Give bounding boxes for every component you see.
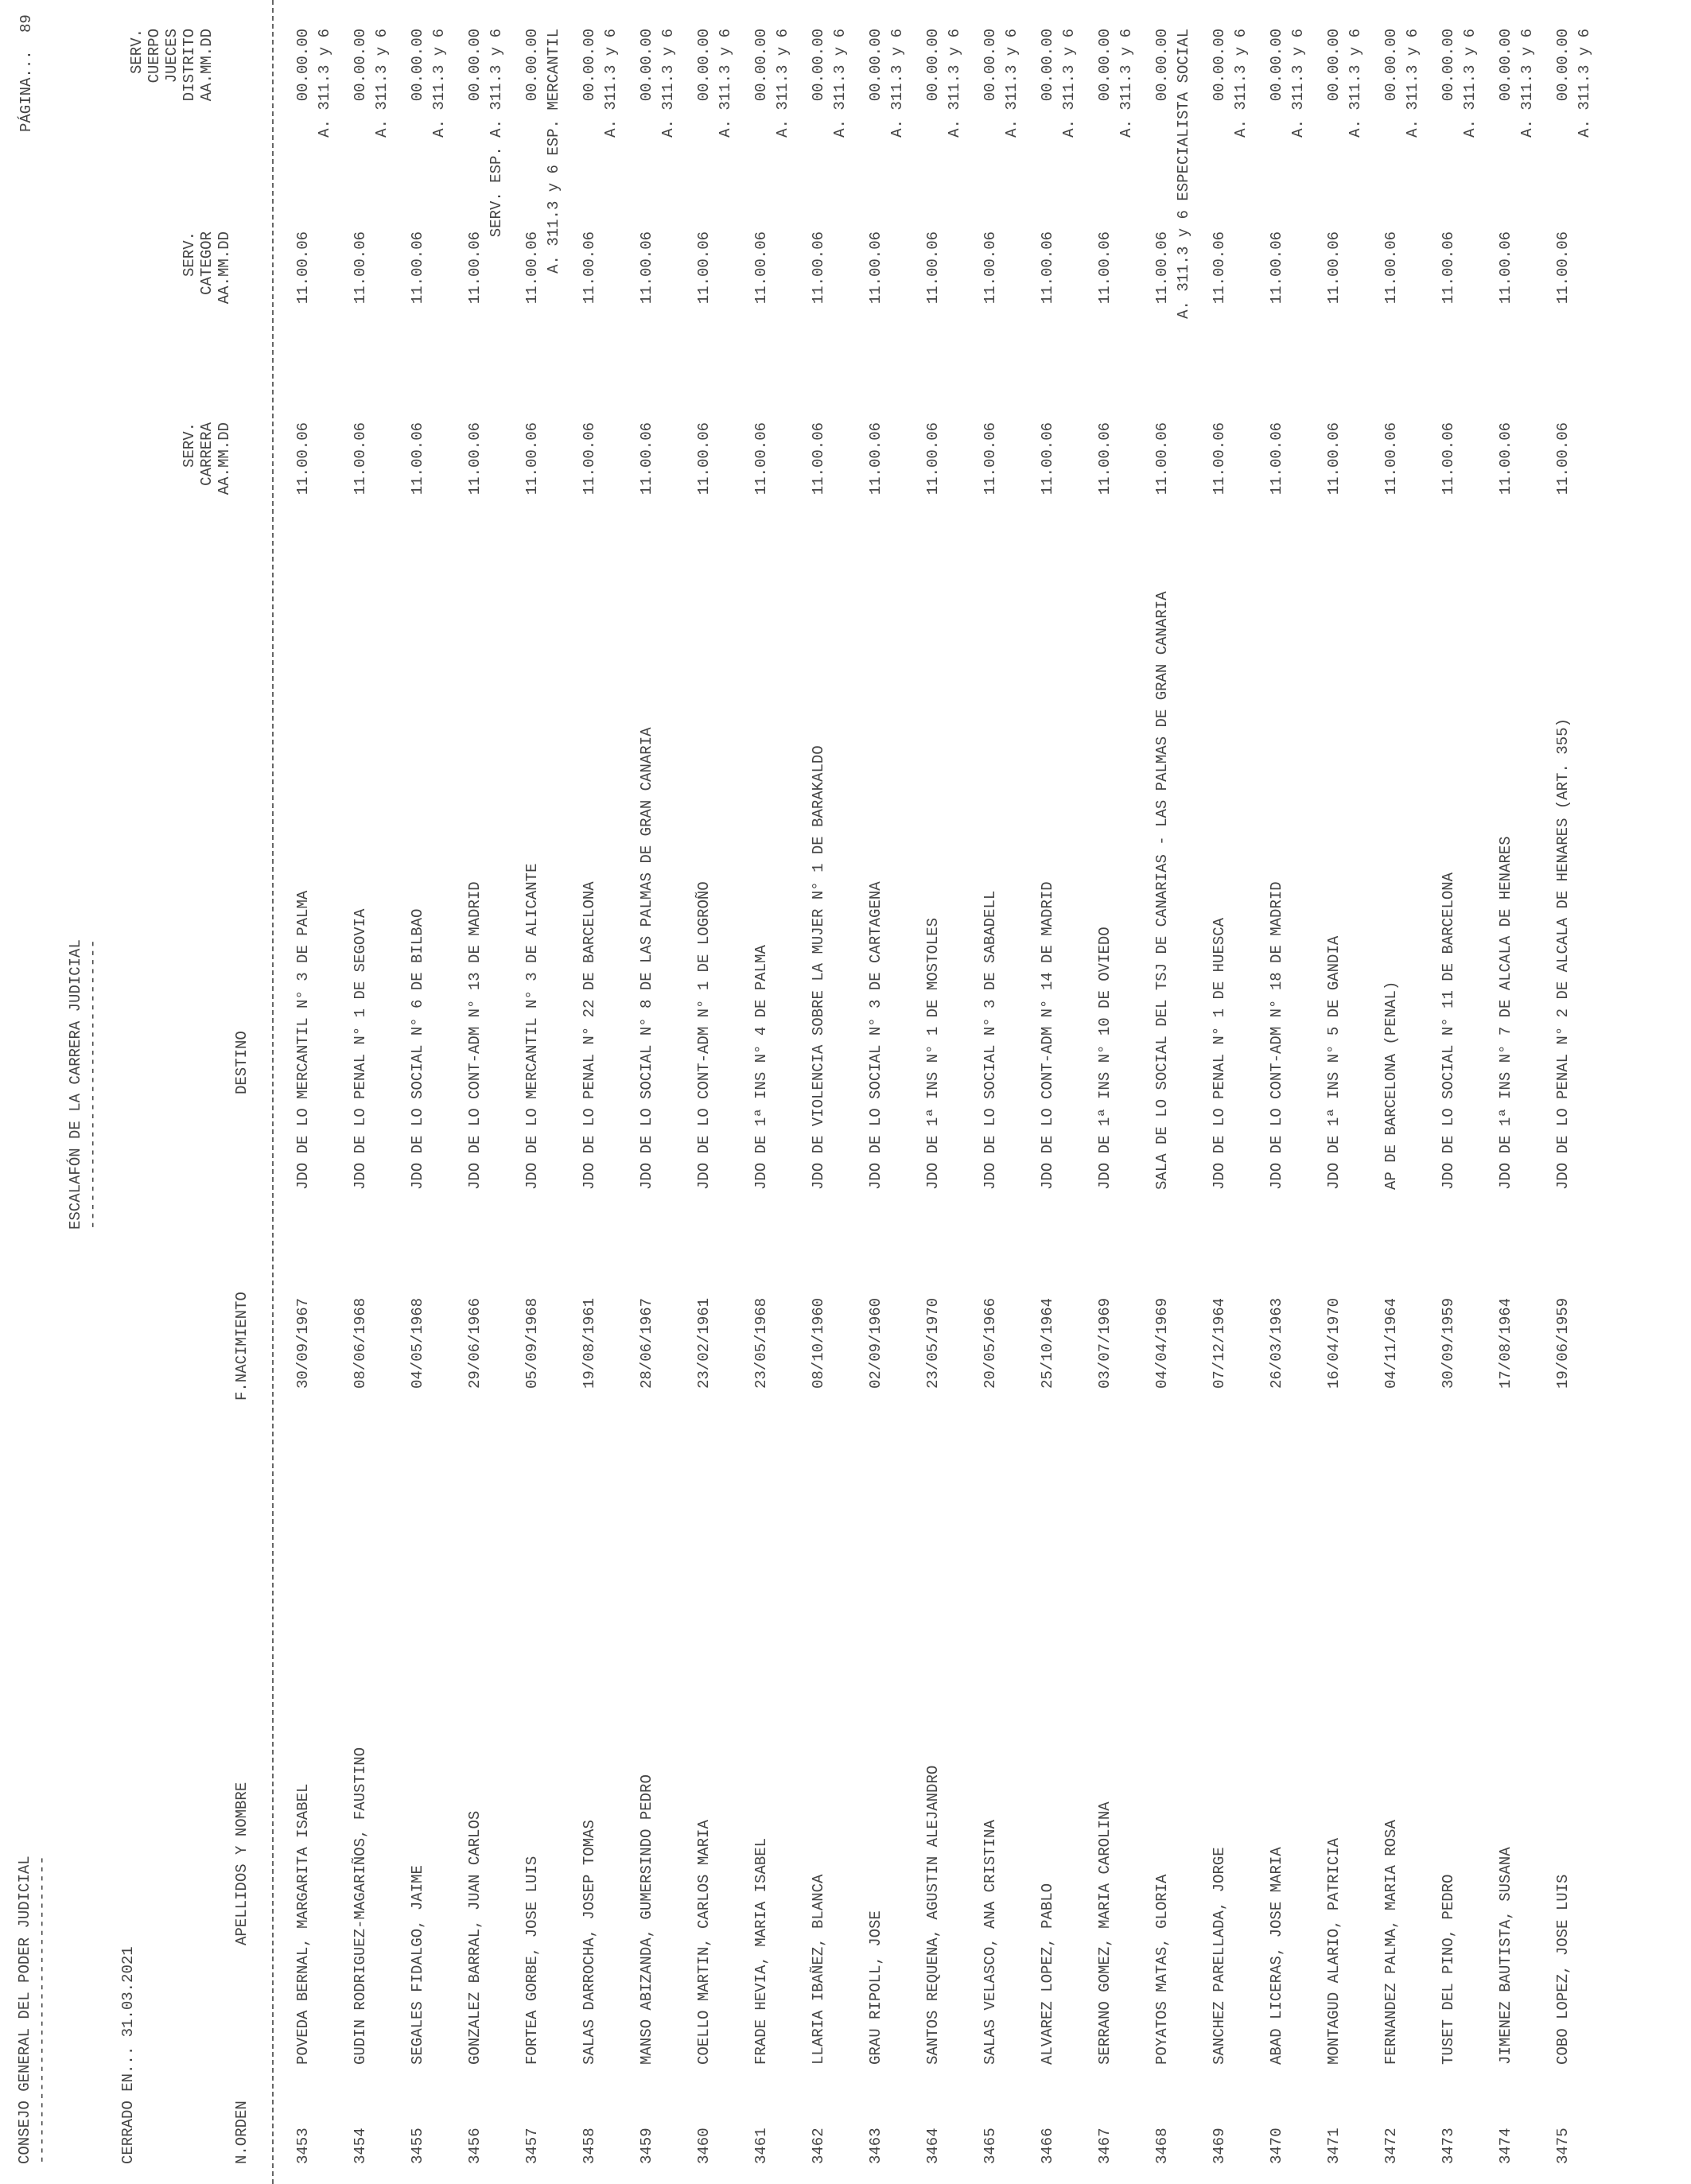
categor-cell: 11.00.06 — [638, 231, 655, 305]
name-cell: SANCHEZ PARELLADA, JORGE — [1211, 1847, 1228, 2065]
carrera-cell: 11.00.06 — [352, 422, 369, 495]
name-cell: TUSET DEL PINO, PEDRO — [1440, 1874, 1457, 2065]
birthdate-cell: 20/05/1966 — [982, 1297, 999, 1389]
name-cell: MONTAGUD ALARIO, PATRICIA — [1325, 1837, 1343, 2065]
distrito-cell: 00.00.00 — [1039, 29, 1056, 102]
birthdate-cell: 23/05/1968 — [752, 1297, 770, 1389]
note-cell: A. 311.3 y 6 ESP. MERCANTIL — [545, 29, 562, 274]
header-divider — [272, 0, 274, 2184]
carrera-cell: 11.00.06 — [1325, 422, 1343, 495]
carrera-cell: 11.00.06 — [1497, 422, 1514, 495]
categor-cell: 11.00.06 — [1211, 231, 1228, 305]
destination-cell: JDO DE 1ª INS N° 4 DE PALMA — [752, 945, 770, 1190]
carrera-cell: 11.00.06 — [1382, 422, 1400, 495]
note-cell: A. 311.3 y 6 — [1404, 29, 1421, 138]
table-row — [352, 0, 409, 2184]
col-categor-2: CATEGOR — [198, 231, 216, 295]
orden-cell: 3461 — [752, 2128, 770, 2164]
orden-cell: 3467 — [1096, 2128, 1114, 2164]
categor-cell: 11.00.06 — [409, 231, 426, 305]
distrito-cell: 00.00.00 — [867, 29, 884, 102]
table-row — [1211, 0, 1268, 2184]
birthdate-cell: 08/10/1960 — [810, 1297, 827, 1389]
name-cell: MANSO ABIZANDA, GUMERSINDO PEDRO — [638, 1774, 655, 2065]
orden-cell: 3459 — [638, 2128, 655, 2164]
birthdate-cell: 26/03/1963 — [1268, 1297, 1285, 1389]
destination-cell: JDO DE 1ª INS N° 7 DE ALCALA DE HENARES — [1497, 836, 1514, 1190]
birthdate-cell: 03/07/1969 — [1096, 1297, 1114, 1389]
destination-cell: JDO DE LO SOCIAL N° 3 DE SABADELL — [982, 890, 999, 1190]
note-cell: SERV. ESP. A. 311.3 y 6 — [488, 29, 505, 238]
table-row — [409, 0, 466, 2184]
birthdate-cell: 23/02/1961 — [695, 1297, 713, 1389]
carrera-cell: 11.00.06 — [294, 422, 312, 495]
table-row — [466, 0, 523, 2184]
categor-cell: 11.00.06 — [1497, 231, 1514, 305]
destination-cell: SALA DE LO SOCIAL DEL TSJ DE CANARIAS - LAS PALMAS DE GRAN CANARIA — [1153, 591, 1171, 1190]
carrera-cell: 11.00.06 — [1211, 422, 1228, 495]
note-cell: A. 311.3 y 6 — [774, 29, 791, 138]
name-cell: SANTOS REQUENA, AGUSTIN ALEJANDRO — [924, 1765, 942, 2065]
birthdate-cell: 07/12/1964 — [1211, 1297, 1228, 1389]
destination-cell: JDO DE LO SOCIAL N° 3 DE CARTAGENA — [867, 881, 884, 1190]
birthdate-cell: 17/08/1964 — [1497, 1297, 1514, 1389]
orden-cell: 3470 — [1268, 2128, 1285, 2164]
note-cell: A. 311.3 y 6 — [1060, 29, 1078, 138]
carrera-cell: 11.00.06 — [523, 422, 541, 495]
categor-cell: 11.00.06 — [1554, 231, 1572, 305]
categor-cell: 11.00.06 — [867, 231, 884, 305]
name-cell: SERRANO GOMEZ, MARIA CAROLINA — [1096, 1801, 1114, 2065]
categor-cell: 11.00.06 — [924, 231, 942, 305]
note-cell: A. 311.3 y 6 — [888, 29, 906, 138]
birthdate-cell: 30/09/1967 — [294, 1297, 312, 1389]
carrera-cell: 11.00.06 — [1554, 422, 1572, 495]
org-underline: ---------------------------------- — [33, 1856, 51, 2164]
org-name: CONSEJO GENERAL DEL PODER JUDICIAL — [16, 1856, 33, 2164]
distrito-cell: 00.00.00 — [581, 29, 598, 102]
note-cell: A. 311.3 y 6 — [659, 29, 677, 138]
note-cell: A. 311.3 y 6 — [717, 29, 734, 138]
orden-cell: 3465 — [982, 2128, 999, 2164]
birthdate-cell: 29/06/1966 — [466, 1297, 484, 1389]
categor-cell: 11.00.06 — [695, 231, 713, 305]
table-row — [924, 0, 982, 2184]
destination-cell: JDO DE LO SOCIAL N° 6 DE BILBAO — [409, 908, 426, 1190]
orden-cell: 3463 — [867, 2128, 884, 2164]
categor-cell: 11.00.06 — [352, 231, 369, 305]
col-distrito-4: DISTRITO — [181, 29, 198, 102]
carrera-cell: 11.00.06 — [1039, 422, 1056, 495]
col-carrera-1: SERV. — [181, 422, 198, 468]
orden-cell: 3472 — [1382, 2128, 1400, 2164]
birthdate-cell: 23/05/1970 — [924, 1297, 942, 1389]
categor-cell: 11.00.06 — [1039, 231, 1056, 305]
page-label: PÁGINA... — [17, 50, 35, 132]
note-cell: A. 311.3 y 6 — [1289, 29, 1307, 138]
categor-cell: 11.00.06 — [752, 231, 770, 305]
distrito-cell: 00.00.00 — [924, 29, 942, 102]
name-cell: POYATOS MATAS, GLORIA — [1153, 1874, 1171, 2065]
birthdate-cell: 25/10/1964 — [1039, 1297, 1056, 1389]
col-nombre: APELLIDOS Y NOMBRE — [233, 1782, 251, 1945]
destination-cell: AP DE BARCELONA (PENAL) — [1382, 981, 1400, 1190]
categor-cell: 11.00.06 — [1268, 231, 1285, 305]
distrito-cell: 00.00.00 — [1096, 29, 1114, 102]
destination-cell: JDO DE LO PENAL N° 22 DE BARCELONA — [581, 881, 598, 1190]
distrito-cell: 00.00.00 — [1497, 29, 1514, 102]
destination-cell: JDO DE LO CONT-ADM N° 1 DE LOGROÑO — [695, 881, 713, 1190]
table-row — [581, 0, 638, 2184]
note-cell: A. 311.3 y 6 — [373, 29, 391, 138]
col-carrera-3: AA.MM.DD — [216, 422, 233, 495]
orden-cell: 3464 — [924, 2128, 942, 2164]
carrera-cell: 11.00.06 — [867, 422, 884, 495]
destination-cell: JDO DE 1ª INS N° 10 DE OVIEDO — [1096, 927, 1114, 1190]
table-row — [1497, 0, 1554, 2184]
orden-cell: 3474 — [1497, 2128, 1514, 2164]
distrito-cell: 00.00.00 — [1325, 29, 1343, 102]
document-title: ESCALAFÓN DE LA CARRERA JUDICIAL — [67, 939, 84, 1230]
closed-date: CERRADO EN... 31.03.2021 — [119, 1946, 137, 2164]
distrito-cell: 00.00.00 — [466, 29, 484, 102]
birthdate-cell: 30/09/1959 — [1440, 1297, 1457, 1389]
title-underline: -------------------------------- — [84, 939, 102, 1230]
name-cell: ABAD LICERAS, JOSE MARIA — [1268, 1847, 1285, 2065]
destination-cell: JDO DE LO CONT-ADM N° 14 DE MADRID — [1039, 881, 1056, 1190]
categor-cell: 11.00.06 — [1096, 231, 1114, 305]
name-cell: COBO LOPEZ, JOSE LUIS — [1554, 1874, 1572, 2065]
categor-cell: 11.00.06 — [1440, 231, 1457, 305]
destination-cell: JDO DE LO PENAL N° 1 DE HUESCA — [1211, 917, 1228, 1190]
distrito-cell: 00.00.00 — [1382, 29, 1400, 102]
destination-cell: JDO DE 1ª INS N° 1 DE MOSTOLES — [924, 917, 942, 1190]
name-cell: SALAS VELASCO, ANA CRISTINA — [982, 1820, 999, 2065]
table-row — [638, 0, 695, 2184]
distrito-cell: 00.00.00 — [1554, 29, 1572, 102]
carrera-cell: 11.00.06 — [1268, 422, 1285, 495]
col-distrito-1: SERV. — [128, 29, 146, 75]
categor-cell: 11.00.06 — [581, 231, 598, 305]
name-cell: ALVAREZ LOPEZ, PABLO — [1039, 1883, 1056, 2065]
destination-cell: JDO DE LO PENAL N° 1 DE SEGOVIA — [352, 908, 369, 1190]
col-categor-1: SERV. — [181, 231, 198, 278]
destination-cell: JDO DE LO SOCIAL N° 8 DE LAS PALMAS DE GRAN CANARIA — [638, 727, 655, 1190]
distrito-cell: 00.00.00 — [638, 29, 655, 102]
table-row — [867, 0, 924, 2184]
note-cell: A. 311.3 y 6 — [1003, 29, 1020, 138]
birthdate-cell: 02/09/1960 — [867, 1297, 884, 1389]
orden-cell: 3468 — [1153, 2128, 1171, 2164]
note-cell: A. 311.3 y 6 — [430, 29, 448, 138]
birthdate-cell: 16/04/1970 — [1325, 1297, 1343, 1389]
col-nacimiento: F.NACIMIENTO — [233, 1292, 251, 1401]
table-row — [1268, 0, 1325, 2184]
note-cell: A. 311.3 y 6 — [316, 29, 333, 138]
table-row — [810, 0, 867, 2184]
col-distrito-3: JUECES — [163, 29, 181, 84]
orden-cell: 3475 — [1554, 2128, 1572, 2164]
destination-cell: JDO DE LO CONT-ADM N° 18 DE MADRID — [1268, 881, 1285, 1190]
col-distrito-5: AA.MM.DD — [198, 29, 216, 102]
note-cell: A. 311.3 y 6 — [946, 29, 963, 138]
name-cell: GRAU RIPOLL, JOSE — [867, 1910, 884, 2065]
note-cell: A. 311.3 y 6 — [1347, 29, 1364, 138]
name-cell: LLARIA IBAÑEZ, BLANCA — [810, 1874, 827, 2065]
distrito-cell: 00.00.00 — [352, 29, 369, 102]
orden-cell: 3471 — [1325, 2128, 1343, 2164]
name-cell: SEGALES FIDALGO, JAIME — [409, 1865, 426, 2065]
birthdate-cell: 19/08/1961 — [581, 1297, 598, 1389]
table-row — [1440, 0, 1497, 2184]
distrito-cell: 00.00.00 — [523, 29, 541, 102]
orden-cell: 3453 — [294, 2128, 312, 2164]
birthdate-cell: 19/06/1959 — [1554, 1297, 1572, 1389]
note-cell: A. 311.3 y 6 — [1576, 29, 1593, 138]
table-row — [1325, 0, 1382, 2184]
destination-cell: JDO DE LO SOCIAL N° 11 DE BARCELONA — [1440, 872, 1457, 1190]
carrera-cell: 11.00.06 — [1153, 422, 1171, 495]
name-cell: GUDIN RODRIGUEZ-MAGARIÑOS, FAUSTINO — [352, 1747, 369, 2065]
distrito-cell: 00.00.00 — [695, 29, 713, 102]
categor-cell: 11.00.06 — [523, 231, 541, 305]
col-destino: DESTINO — [233, 1031, 251, 1094]
orden-cell: 3456 — [466, 2128, 484, 2164]
carrera-cell: 11.00.06 — [581, 422, 598, 495]
carrera-cell: 11.00.06 — [924, 422, 942, 495]
distrito-cell: 00.00.00 — [1268, 29, 1285, 102]
col-distrito-2: CUERPO — [146, 29, 163, 84]
table-row — [1382, 0, 1440, 2184]
destination-cell: JDO DE VIOLENCIA SOBRE LA MUJER N° 1 DE BARAKALDO — [810, 745, 827, 1190]
carrera-cell: 11.00.06 — [810, 422, 827, 495]
distrito-cell: 00.00.00 — [294, 29, 312, 102]
destination-cell: JDO DE LO PENAL N° 2 DE ALCALA DE HENARES (ART. 355) — [1554, 718, 1572, 1190]
birthdate-cell: 28/06/1967 — [638, 1297, 655, 1389]
categor-cell: 11.00.06 — [982, 231, 999, 305]
note-cell: A. 311.3 y 6 ESPECIALISTA SOCIAL — [1175, 29, 1192, 319]
note-cell: A. 311.3 y 6 — [1461, 29, 1479, 138]
birthdate-cell: 04/11/1964 — [1382, 1297, 1400, 1389]
destination-cell: JDO DE LO MERCANTIL N° 3 DE PALMA — [294, 890, 312, 1190]
carrera-cell: 11.00.06 — [695, 422, 713, 495]
table-row — [1554, 0, 1611, 2184]
carrera-cell: 11.00.06 — [1440, 422, 1457, 495]
name-cell: SALAS DARROCHA, JOSEP TOMAS — [581, 1820, 598, 2065]
destination-cell: JDO DE LO MERCANTIL N° 3 DE ALICANTE — [523, 863, 541, 1190]
carrera-cell: 11.00.06 — [752, 422, 770, 495]
table-row — [982, 0, 1039, 2184]
table-row — [1039, 0, 1096, 2184]
note-cell: A. 311.3 y 6 — [1232, 29, 1250, 138]
col-carrera-2: CARRERA — [198, 422, 216, 486]
orden-cell: 3455 — [409, 2128, 426, 2164]
table-row — [1096, 0, 1153, 2184]
birthdate-cell: 04/04/1969 — [1153, 1297, 1171, 1389]
orden-cell: 3469 — [1211, 2128, 1228, 2164]
carrera-cell: 11.00.06 — [638, 422, 655, 495]
distrito-cell: 00.00.00 — [1440, 29, 1457, 102]
orden-cell: 3460 — [695, 2128, 713, 2164]
destination-cell: JDO DE 1ª INS N° 5 DE GANDIA — [1325, 935, 1343, 1190]
orden-cell: 3458 — [581, 2128, 598, 2164]
categor-cell: 11.00.06 — [1325, 231, 1343, 305]
name-cell: COELLO MARTIN, CARLOS MARIA — [695, 1820, 713, 2065]
orden-cell: 3454 — [352, 2128, 369, 2164]
name-cell: POVEDA BERNAL, MARGARITA ISABEL — [294, 1783, 312, 2065]
col-orden: N.ORDEN — [233, 2100, 251, 2164]
note-cell: A. 311.3 y 6 — [1518, 29, 1536, 138]
name-cell: GONZALEZ BARRAL, JUAN CARLOS — [466, 1810, 484, 2065]
orden-cell: 3462 — [810, 2128, 827, 2164]
categor-cell: 11.00.06 — [466, 231, 484, 305]
destination-cell: JDO DE LO CONT-ADM N° 13 DE MADRID — [466, 881, 484, 1190]
categor-cell: 11.00.06 — [1153, 231, 1171, 305]
distrito-cell: 00.00.00 — [982, 29, 999, 102]
orden-cell: 3473 — [1440, 2128, 1457, 2164]
name-cell: FORTEA GORBE, JOSE LUIS — [523, 1856, 541, 2065]
distrito-cell: 00.00.00 — [409, 29, 426, 102]
distrito-cell: 00.00.00 — [1153, 29, 1171, 102]
page-number: 89 — [17, 14, 35, 33]
carrera-cell: 11.00.06 — [1096, 422, 1114, 495]
note-cell: A. 311.3 y 6 — [831, 29, 849, 138]
birthdate-cell: 04/05/1968 — [409, 1297, 426, 1389]
distrito-cell: 00.00.00 — [810, 29, 827, 102]
note-cell: A. 311.3 y 6 — [602, 29, 620, 138]
table-row — [523, 0, 581, 2184]
carrera-cell: 11.00.06 — [466, 422, 484, 495]
distrito-cell: 00.00.00 — [752, 29, 770, 102]
categor-cell: 11.00.06 — [810, 231, 827, 305]
birthdate-cell: 08/06/1968 — [352, 1297, 369, 1389]
name-cell: FRADE HEVIA, MARIA ISABEL — [752, 1837, 770, 2065]
name-cell: FERNANDEZ PALMA, MARIA ROSA — [1382, 1820, 1400, 2065]
categor-cell: 11.00.06 — [294, 231, 312, 305]
orden-cell: 3457 — [523, 2128, 541, 2164]
note-cell: A. 311.3 y 6 — [1118, 29, 1135, 138]
carrera-cell: 11.00.06 — [982, 422, 999, 495]
birthdate-cell: 05/09/1968 — [523, 1297, 541, 1389]
col-categor-3: AA.MM.DD — [216, 231, 233, 305]
table-row — [695, 0, 752, 2184]
name-cell: JIMENEZ BAUTISTA, SUSANA — [1497, 1847, 1514, 2065]
table-row — [294, 0, 352, 2184]
orden-cell: 3466 — [1039, 2128, 1056, 2164]
table-row — [1153, 0, 1211, 2184]
distrito-cell: 00.00.00 — [1211, 29, 1228, 102]
table-row — [752, 0, 810, 2184]
categor-cell: 11.00.06 — [1382, 231, 1400, 305]
carrera-cell: 11.00.06 — [409, 422, 426, 495]
